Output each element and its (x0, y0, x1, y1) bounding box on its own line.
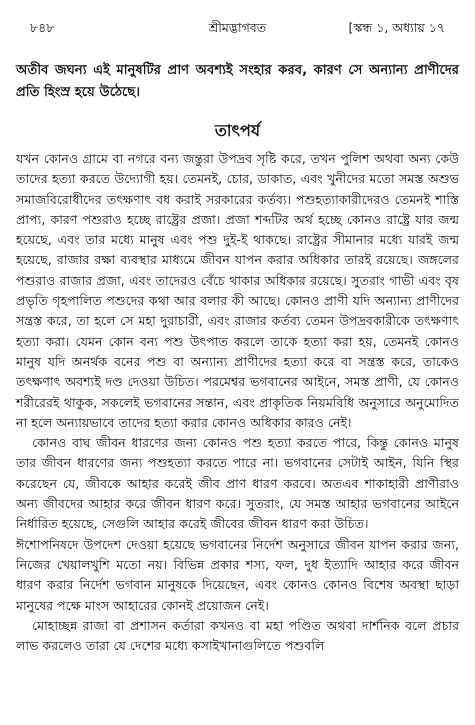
purport-heading: তাৎপর্য (214, 121, 261, 140)
page-header (16, 14, 459, 36)
purport-body (16, 149, 459, 656)
verse-translation: অতীব জঘন্য এই মানুষটির প্রাণ অবশ্যই সংহার করব, কারণ সে অন্যান্য প্রাণীদের প্রতি হিংস্র হয়ে উঠেছে। (16, 63, 459, 100)
purport-paragraph: যখন কোনও গ্রামে বা নগরে বন্য জন্তুরা উপদ্রব সৃষ্টি করে, তখন পুলিশ অথবা অন্য কেউ তাদের হত্যা করতে উদ্যোগী হয়। তেমনই, চোর, ডাকাত, এবং খুনীদের মতো সমস্ত অশুভ সমাজবিরোধীদের তৎক্ষণাৎ বধ করাই সরকারের কর্তব্য। পশুহত্যাকারীদেরও তেমনই শাস্তি প্রাপ্য, কারণ পশুরাও হচ্ছে রাষ্ট্রের প্রজা। প্রজা শব্দটির অর্থ হচ্ছে কোনও রাষ্ট্রে যার জন্ম হয়েছে, এবং তার মধ্যে মানুষ এবং পশু দুই-ই থাকছে। রাষ্ট্রের সীমানার মধ্যে যারই জন্ম হয়েছে, রাজার রক্ষা ব্যবস্থার মাধ্যমে জীবন যাপন করার অধিকার তারই রয়েছে। জঙ্গলের পশুরাও রাজার প্রজা, এবং তাদেরও বেঁচে থাকার অধিকার রয়েছে। সুতরাং গাভী এবং বৃষ প্রভৃতি গৃহপালিত পশুদের কথা আর বলার কী আছে। কোনও প্রাণী যদি অন্যান্য প্রাণীদের সন্ত্রস্ত করে, তা হলে সে মহা দুরাচারী, এবং রাজার কর্তব্য তেমন উপদ্রবকারীকে তৎক্ষণাৎ হত্যা করা। যেমন কোন বন্য পশু উৎপাত করলে তাকে হত্যা করা হয়, তেমনই কোনও মানুষ যদি অনর্থক বনের পশু বা অন্যান্য প্রাণীদের হত্যা করে বা সন্ত্রস্ত করে, তাকেও তৎক্ষণাৎ অবশ্যই দণ্ড দেওয়া উচিত। পরমেশ্বর ভগবানের আইনে, সমস্ত প্রাণী, যে কোনও শরীরেরই থাকুক, সকলেই ভগবানের সন্তান, এবং প্রাকৃতিক নিয়মবিধি অনুসারে অনুমোদিত না হলে অন্যায়ভাবে তাদের হত্যা করার কোনও অধিকার কারও নেই। (16, 151, 459, 430)
purport-paragraph: কোনও বাঘ জীবন ধারণের জন্য কোনও পশু হত্যা করতে পারে, কিন্তু কোনও মানুষ তার জীবন ধারণের জন্য পশুহত্যা করতে পারে না। ভগবানের সেটাই আইন, যিনি স্থির করেছেন যে, জীবকে আহার করেই জীব প্রাণ ধারণ করবে। অতএব শাকাহারী প্রাণীরাও অন্য জীবদের আহার করে জীবন ধারণ করে। সুতরাং, যে সমস্ত আহার ভগবানের আইনে নির্ধারিত হয়েছে, সেগুলি আহার করেই জীবের জীবন ধারণ করা উচিত। (16, 435, 459, 532)
chapter-reference: [স্কন্ধ ১, অধ্যায় ১৭ (348, 20, 445, 35)
book-title: শ্রীমদ্ভাগবত (208, 20, 267, 35)
purport-paragraph: মোহাচ্ছন্ন রাজা বা প্রশাসন কর্তারা কখনও বা মহা পণ্ডিত অথবা দার্শনিক বলে প্রচার লাভ করলেও তারা যে দেশের মধ্যে কসাইখানাগুলিতে পশুবলি (16, 617, 459, 654)
purport-paragraph: ঈশোপনিষদে উপদেশ দেওয়া হয়েছে ভগবানের নির্দেশ অনুসারে জীবন যাপন করার জন্য, নিজের খেয়ালখুশি মতো নয়। বিভিন্ন প্রকার শস্য, ফল, দুধ ইত্যাদি আহার করে জীবন ধারণ করার নির্দেশ ভগবান মানুষকে দিয়েছেন, এবং কোনও কোনও বিশেষ অবস্থা ছাড়া মানুষের পক্ষে মাংস আহারের কোনই প্রয়োজন নেই। (16, 536, 459, 613)
page-number: ৮৪৮ (30, 20, 55, 35)
